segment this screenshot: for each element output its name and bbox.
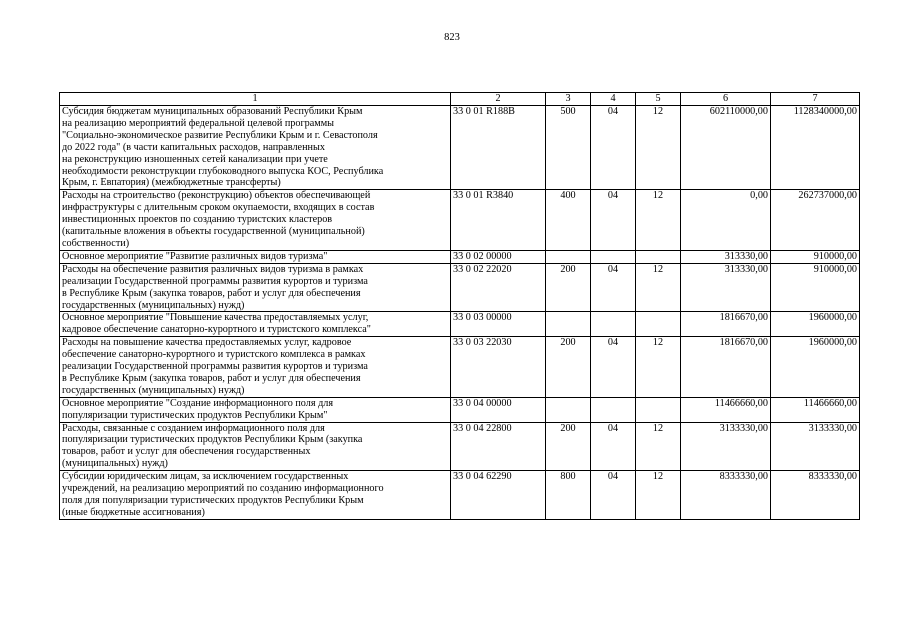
expense-type-cell: 200 (546, 422, 591, 471)
item-name-line: собственности) (62, 237, 130, 249)
table-row (60, 397, 860, 422)
item-name-line: (иные бюджетные ассигнования) (62, 506, 205, 518)
target-code-cell: 33 0 03 22030 (451, 337, 546, 398)
subsection-cell: 12 (636, 106, 681, 190)
item-name-line: Основное мероприятие "Развитие различных видов туризма" (62, 250, 328, 262)
item-name-cell (60, 190, 451, 251)
section-cell: 04 (591, 337, 636, 398)
item-name-line: Крым, г. Евпатория) (межбюджетные трансферты) (62, 177, 281, 189)
target-code-cell: 33 0 04 00000 (451, 397, 546, 422)
amount-year1-cell: 8333330,00 (681, 471, 771, 520)
item-name-cell (60, 106, 451, 190)
amount-year2-cell: 3133330,00 (771, 422, 860, 471)
table-row (60, 106, 860, 190)
amount-year2-cell: 1128340000,00 (771, 106, 860, 190)
item-name-line: кадровое обеспечение санаторно-курортного и туристского комплекса" (62, 324, 371, 336)
section-cell (591, 397, 636, 422)
target-code-cell: 33 0 03 00000 (451, 312, 546, 337)
item-name-line: Основное мероприятие "Создание информационного поля для (62, 397, 334, 409)
subsection-cell (636, 397, 681, 422)
expense-type-cell (546, 312, 591, 337)
item-name-cell (60, 471, 451, 520)
subsection-cell: 12 (636, 471, 681, 520)
item-name-line: необходимости реконструкции глубоководного выпуска КОС, Республика (62, 165, 384, 177)
item-name-line: на реализацию мероприятий федеральной целевой программы (62, 117, 335, 129)
header-cell-3: 3 (546, 93, 591, 106)
table-row (60, 422, 860, 471)
header-cell-5: 5 (636, 93, 681, 106)
item-name-line: популяризации туристических продуктов Республики Крым (закупка (62, 434, 363, 446)
item-name-line: в Республике Крым (закупка товаров, работ и услуг для обеспечения (62, 287, 361, 299)
target-code-cell: 33 0 01 R3840 (451, 190, 546, 251)
subsection-cell (636, 250, 681, 263)
item-name-line: на реконструкцию изношенных сетей канализации при учете (62, 153, 328, 165)
header-cell-7: 7 (771, 93, 860, 106)
header-row (60, 93, 860, 106)
expense-type-cell (546, 250, 591, 263)
item-name-line: реализации Государственной программы развития курортов и туризма (62, 361, 368, 373)
amount-year1-cell: 1816670,00 (681, 337, 771, 398)
item-name-cell (60, 397, 451, 422)
target-code-cell: 33 0 01 R188B (451, 106, 546, 190)
target-code-cell: 33 0 02 22020 (451, 263, 546, 312)
amount-year2-cell: 1960000,00 (771, 312, 860, 337)
table-row (60, 263, 860, 312)
item-name-cell (60, 312, 451, 337)
item-name-line: поля для популяризации туристических продуктов Республики Крым (62, 495, 364, 506)
amount-year1-cell: 602110000,00 (681, 106, 771, 190)
expense-type-cell: 200 (546, 337, 591, 398)
budget-table (59, 92, 860, 520)
amount-year2-cell: 910000,00 (771, 250, 860, 263)
table-row (60, 337, 860, 398)
amount-year1-cell: 11466660,00 (681, 397, 771, 422)
item-name-line: инвестиционных проектов по созданию туристских кластеров (62, 214, 333, 226)
section-cell: 04 (591, 422, 636, 471)
item-name-line: популяризации туристических продуктов Республики Крым" (62, 409, 328, 421)
page-number: 823 (444, 32, 460, 43)
item-name-line: Расходы, связанные с созданием информационного поля для (62, 422, 325, 434)
item-name-line: (капитальные вложения в объекты государственной (муниципальной) (62, 226, 365, 238)
amount-year1-cell: 3133330,00 (681, 422, 771, 471)
target-code-cell: 33 0 02 00000 (451, 250, 546, 263)
expense-type-cell: 800 (546, 471, 591, 520)
item-name-line: инфраструктуры с длительным сроком окупаемости, входящих в состав (62, 202, 375, 214)
item-name-line: Субсидии юридическим лицам, за исключением государственных (62, 471, 349, 483)
amount-year1-cell: 1816670,00 (681, 312, 771, 337)
item-name-line: Расходы на строительство (реконструкцию) объектов обеспечивающей (62, 190, 371, 202)
expense-type-cell: 200 (546, 263, 591, 312)
amount-year2-cell: 11466660,00 (771, 397, 860, 422)
target-code-cell: 33 0 04 22800 (451, 422, 546, 471)
item-name-line: Расходы на повышение качества предоставляемых услуг, кадровое (62, 337, 352, 349)
item-name-cell (60, 422, 451, 471)
section-cell: 04 (591, 190, 636, 251)
item-name-line: реализации Государственной программы развития курортов и туризма (62, 275, 368, 287)
amount-year2-cell: 910000,00 (771, 263, 860, 312)
item-name-line: (муниципальных) нужд) (62, 458, 168, 470)
item-name-line: государственных (муниципальных) нужд) (62, 299, 245, 311)
item-name-line: обеспечение санаторно-курортного и туристского комплекса в рамках (62, 349, 366, 361)
item-name-line: в Республике Крым (закупка товаров, работ и услуг для обеспечения (62, 372, 361, 384)
amount-year2-cell: 262737000,00 (771, 190, 860, 251)
amount-year2-cell: 1960000,00 (771, 337, 860, 398)
section-cell: 04 (591, 471, 636, 520)
item-name-cell (60, 337, 451, 398)
item-name-cell (60, 250, 451, 263)
header-cell-4: 4 (591, 93, 636, 106)
section-cell (591, 312, 636, 337)
item-name-line: Субсидия бюджетам муниципальных образований Республики Крым (62, 106, 363, 117)
header-cell-1: 1 (60, 93, 451, 106)
subsection-cell: 12 (636, 337, 681, 398)
item-name-cell (60, 263, 451, 312)
expense-type-cell: 400 (546, 190, 591, 251)
header-cell-6: 6 (681, 93, 771, 106)
expense-type-cell (546, 397, 591, 422)
section-cell (591, 250, 636, 263)
item-name-line: государственных (муниципальных) нужд) (62, 384, 245, 396)
header-cell-2: 2 (451, 93, 546, 106)
item-name-line: учреждений, на реализацию мероприятий по созданию информационного (62, 483, 384, 495)
section-cell: 04 (591, 106, 636, 190)
item-name-line: до 2022 года" (в части капитальных расходов, направленных (62, 141, 325, 153)
item-name-line: товаров, работ и услуг для обеспечения государственных (62, 446, 311, 458)
subsection-cell: 12 (636, 190, 681, 251)
expense-type-cell: 500 (546, 106, 591, 190)
item-name-line: "Социально-экономическое развитие Республики Крым и г. Севастополя (62, 129, 378, 141)
subsection-cell: 12 (636, 263, 681, 312)
table-row (60, 312, 860, 337)
item-name-line: Основное мероприятие "Повышение качества предоставляемых услуг, (62, 312, 369, 324)
amount-year1-cell: 313330,00 (681, 250, 771, 263)
subsection-cell (636, 312, 681, 337)
table-row (60, 471, 860, 520)
table-row (60, 250, 860, 263)
amount-year2-cell: 8333330,00 (771, 471, 860, 520)
target-code-cell: 33 0 04 62290 (451, 471, 546, 520)
amount-year1-cell: 313330,00 (681, 263, 771, 312)
amount-year1-cell: 0,00 (681, 190, 771, 251)
section-cell: 04 (591, 263, 636, 312)
table-row (60, 190, 860, 251)
item-name-line: Расходы на обеспечение развития различных видов туризма в рамках (62, 263, 364, 275)
subsection-cell: 12 (636, 422, 681, 471)
